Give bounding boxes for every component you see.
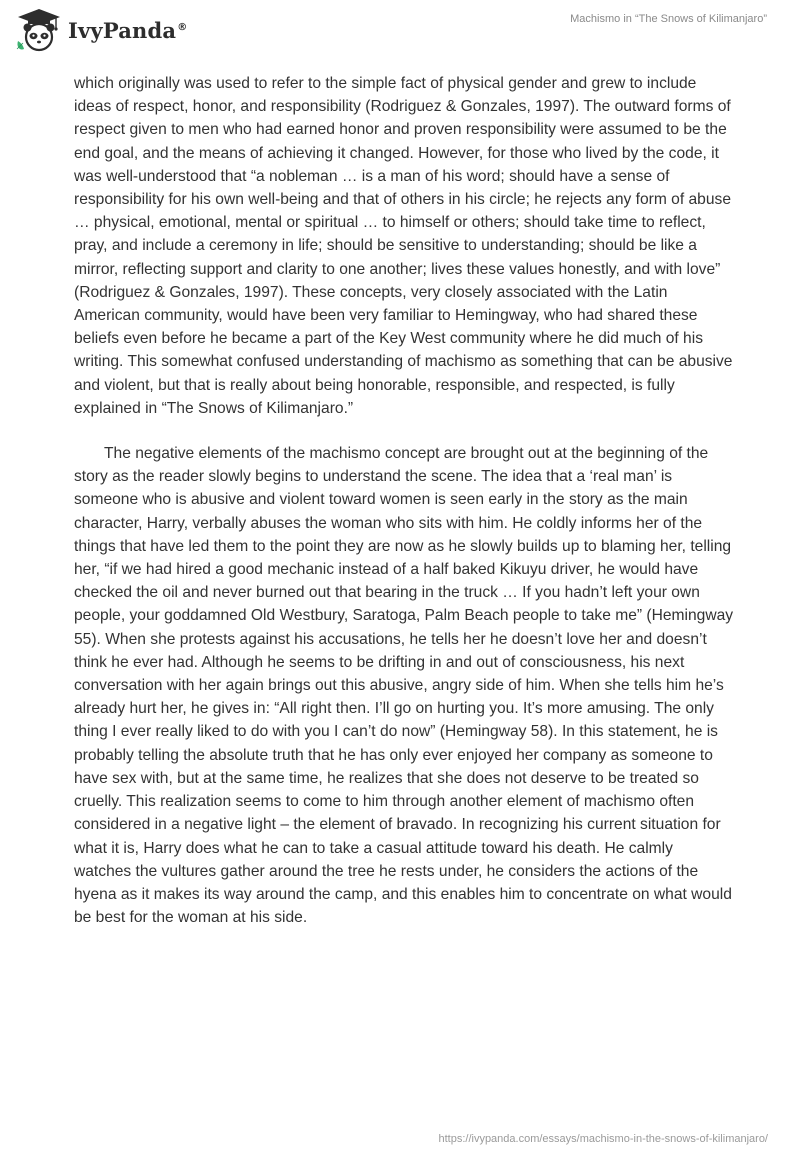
essay-body (74, 72, 734, 929)
page-header (0, 0, 800, 60)
ivypanda-logo[interactable] (14, 7, 187, 53)
registered-mark: ® (177, 21, 188, 33)
document-title: Machismo in “The Snows of Kilimanjaro” (570, 13, 767, 25)
brand-name: IvyPanda® (68, 17, 188, 43)
source-url[interactable]: https://ivypanda.com/essays/machismo-in-the-snows-of-kilimanjaro/ (438, 1133, 768, 1145)
paragraph-2: The negative elements of the machismo concept are brought out at the beginning of the story as the reader slowly begins to understand the scene. The idea that a ‘real man’ is someone who is abusive and violent toward women is seen early in the story as the main character, Harry, verbally abuses the woman who sits with him. He coldly informs her of the things that have led them to the point they are now as he slowly builds up to blaming her, telling her, “if we had hired a good mechanic instead of a half baked Kikuyu driver, he would have checked the oil and never burned out that bearing in the truck … If you hadn’t left your own people, your goddamned Old Westbury, Saratoga, Palm Beach people to take me” (Hemingway 55). When she protests against his accusations, he tells her he doesn’t love her and doesn’t think he ever had. Although he seems to be drifting in and out of consciousness, his next conversation with her again brings out this abusive, angry side of him. When she tells him he’s already hurt her, he gives in: “All right then. I’ll go on hurting you. It’s more amusing. The only thing I ever really liked to do with you I can’t do now” (Hemingway 58). In this statement, he is probably telling the absolute truth that he has only ever enjoyed her company as someone to have sex with, but at the same time, he realizes that she does not deserve to be treated so cruelly. This realization seems to come to him through another element of machismo often considered in a negative light – the element of bravado. In recognizing his current situation for what it is, Harry does what he can to take a casual attitude toward his death. He calmly watches the vultures gather around the tree he rests under, he considers the actions of the hyena as it makes its way around the camp, and this enables him to concentrate on what would be best for the woman at his side. (74, 445, 734, 927)
panda-graduate-icon (14, 7, 64, 53)
paragraph-1: which originally was used to refer to the simple fact of physical gender and grew to include ideas of respect, honor, and responsibility (Rodriguez & Gonzales, 1997). The outward forms of respect given to men who had earned honor and proven responsibility were assumed to be the end goal, and the means of achieving it changed. However, for those who lived by the code, it was well-understood that “a nobleman … is a man of his word; should have a sense of responsibility for his own well-being and that of others in his circle; he rejects any form of abuse … physical, emotional, mental or spiritual … to himself or others; should take time to reflect, pray, and include a ceremony in life; should be sensitive to understanding; should be like a mirror, reflecting support and clarity to one another; lives these values honestly, and with love” (Rodriguez & Gonzales, 1997). These concepts, very closely associated with the Latin American community, would have been very familiar to Hemingway, who had shared these beliefs even before he became a part of the Key West community where he did much of his writing. This somewhat confused understanding of machismo as something that can be abusive and violent, but that is really about being honorable, responsible, and respected, is fully explained in “The Snows of Kilimanjaro.” (74, 75, 733, 417)
